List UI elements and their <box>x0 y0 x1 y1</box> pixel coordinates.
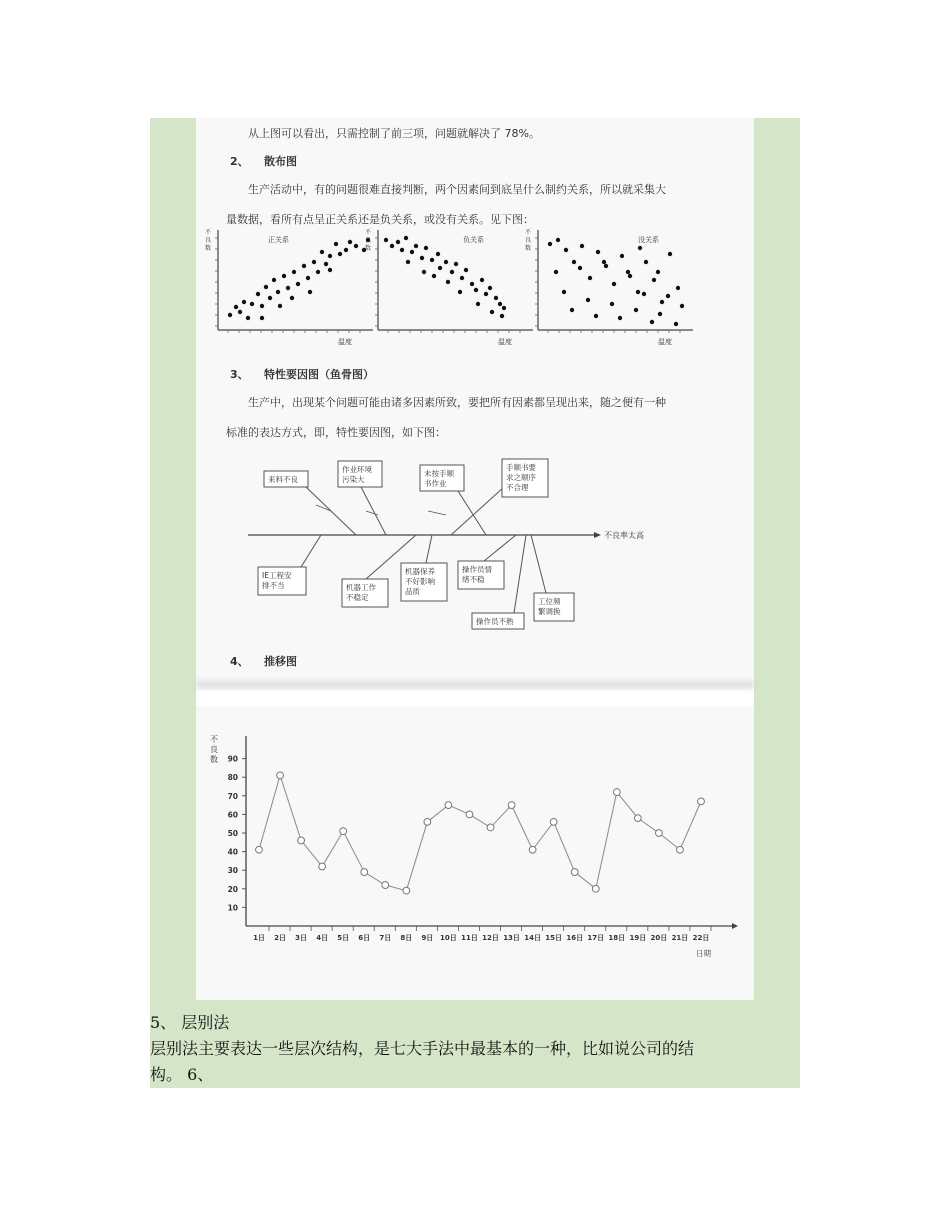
scatter-point <box>596 250 600 254</box>
scatter-point <box>438 266 442 270</box>
scatter-point <box>674 322 678 326</box>
run-x-arrow <box>732 923 738 929</box>
run-x-tick-label: 16日 <box>566 934 584 942</box>
scatter-point <box>238 310 242 314</box>
scatter-point <box>658 312 662 316</box>
section-2-paragraph-line-2: 量数据，看所有点呈正关系还是负关系，或没有关系。见下图： <box>226 213 534 226</box>
scatter-point <box>302 264 306 268</box>
scatter-point <box>476 302 480 306</box>
run-x-tick-label: 17日 <box>587 934 605 942</box>
scatter-point <box>680 304 684 308</box>
run-data-point <box>529 846 536 853</box>
run-x-tick-label: 14日 <box>524 934 541 942</box>
run-data-point <box>403 887 410 894</box>
scatter-panel-2 <box>365 228 533 346</box>
fishbone-cause-text: 书作业 <box>424 479 447 488</box>
scatter-point <box>458 290 462 294</box>
scatter-point <box>494 296 498 300</box>
section-4-number: 4、 <box>230 655 249 668</box>
scatter-point <box>470 282 474 286</box>
scatter-ylabel-char: 不 <box>365 229 372 236</box>
scatter-point <box>490 310 494 314</box>
fishbone-cause-text: 求之顺序 <box>506 473 536 482</box>
scatter-point <box>338 252 342 256</box>
fishbone-cause-text: 品质 <box>405 587 420 596</box>
run-xlabel: 日期 <box>696 949 711 958</box>
scatter-point <box>256 292 260 296</box>
scatter-panel-label: 没关系 <box>638 236 659 244</box>
scatter-point <box>260 316 264 320</box>
section-5-paragraph-line-2: 构。 6、 <box>150 1065 214 1084</box>
fishbone-bottom-cause <box>258 535 321 595</box>
scatter-point <box>432 274 436 278</box>
scatter-point <box>634 308 638 312</box>
scatter-point <box>306 276 310 280</box>
fishbone-bottom-cause <box>401 535 447 601</box>
scatter-point <box>618 316 622 320</box>
fishbone-cause-text: 排不当 <box>262 581 285 590</box>
scatter-point <box>666 294 670 298</box>
scatter-point <box>450 270 454 274</box>
scatter-point <box>480 278 484 282</box>
scatter-point <box>650 320 654 324</box>
scatter-point <box>276 290 280 294</box>
fishbone-cause-text: 不稳定 <box>346 593 369 602</box>
run-data-point <box>256 846 263 853</box>
scatter-point <box>344 248 348 252</box>
scatter-point <box>286 286 290 290</box>
run-y-tick-label: 10 <box>227 903 238 913</box>
fishbone-cause-text: 机器工作 <box>346 583 376 592</box>
run-ylabel-char: 不 <box>210 735 218 744</box>
run-x-tick-label: 3日 <box>295 934 308 942</box>
run-x-tick-label: 15日 <box>545 934 563 942</box>
scatter-point <box>260 304 264 308</box>
run-series-line <box>259 775 701 890</box>
run-y-tick-label: 30 <box>227 866 238 876</box>
scatter-ylabel-char: 良 <box>525 237 532 244</box>
scanned-image-2 <box>196 706 754 1000</box>
fishbone-bottom-cause <box>458 535 516 589</box>
scatter-point <box>644 260 648 264</box>
scatter-point <box>464 268 468 272</box>
fishbone-rib <box>316 505 331 511</box>
section-5-heading: 5、 层别法 <box>150 1013 230 1032</box>
run-x-tick-label: 2日 <box>274 934 286 942</box>
scatter-point <box>502 306 506 310</box>
run-x-tick-label: 11日 <box>461 934 478 942</box>
run-y-tick-label: 50 <box>227 829 238 838</box>
section-3-paragraph-line-1: 生产中，出现某个问题可能由诸多因素所致，要把所有因素都呈现出来，随之便有一种 <box>248 396 666 409</box>
fishbone-diagram <box>196 453 754 633</box>
scatter-point <box>564 248 568 252</box>
scatter-point <box>636 290 640 294</box>
scatter-point <box>400 248 404 252</box>
scatter-point <box>500 314 504 318</box>
scatter-point <box>348 240 352 244</box>
scatter-point <box>396 240 400 244</box>
fishbone-cause-text: 不好影响 <box>405 577 435 586</box>
scatter-point <box>580 244 584 248</box>
scatter-plots <box>196 222 754 352</box>
run-chart <box>196 706 754 1000</box>
scatter-point <box>668 252 672 256</box>
fishbone-cause-text: 机器保养 <box>405 567 435 576</box>
scatter-point <box>328 268 332 272</box>
scatter-point <box>424 246 428 250</box>
fishbone-bone <box>301 535 321 567</box>
scatter-point <box>612 282 616 286</box>
run-data-point <box>550 818 557 825</box>
scatter-point <box>628 274 632 278</box>
run-data-point <box>445 802 452 809</box>
scatter-point <box>604 264 608 268</box>
fishbone-cause-text: 未按手顺 <box>424 469 454 478</box>
scatter-point <box>320 250 324 254</box>
scatter-point <box>390 244 394 248</box>
scatter-point <box>250 302 254 306</box>
run-y-tick-label: 80 <box>227 773 238 783</box>
run-data-point <box>656 830 663 837</box>
scatter-point <box>430 258 434 262</box>
run-data-point <box>424 818 431 825</box>
run-data-point <box>466 811 473 818</box>
scatter-point <box>328 254 332 258</box>
run-ylabel-char: 良 <box>210 745 218 754</box>
scatter-ylabel-char: 数 <box>205 245 212 252</box>
scatter-point <box>588 276 592 280</box>
fishbone-top-cause <box>451 459 548 535</box>
section-2-paragraph-line-1: 生产活动中，有的问题很难直接判断，两个因素间到底呈什么制约关系，所以就采集大 <box>248 183 666 196</box>
fishbone-cause-text: 污染大 <box>342 475 365 484</box>
run-data-point <box>277 772 284 779</box>
scatter-panel-1 <box>205 228 373 346</box>
run-data-point <box>592 885 599 892</box>
fishbone-cause-text: IE工程安 <box>262 571 292 580</box>
scatter-point <box>638 246 642 250</box>
run-y-tick-label: 60 <box>227 810 238 820</box>
fishbone-rib <box>366 511 378 515</box>
scatter-point <box>474 288 478 292</box>
run-ylabel-char: 数 <box>210 755 218 764</box>
fishbone-bone <box>531 535 546 593</box>
scatter-point <box>676 286 680 290</box>
scatter-point <box>594 314 598 318</box>
scatter-point <box>484 292 488 296</box>
section-3-title: 特性要因图（鱼骨图） <box>264 368 374 381</box>
run-x-tick-label: 8日 <box>400 934 413 942</box>
run-x-tick-label: 7日 <box>379 934 392 942</box>
run-x-tick-label: 20日 <box>650 934 668 942</box>
scatter-point <box>414 244 418 248</box>
scatter-point <box>406 260 410 264</box>
scatter-point <box>242 300 246 304</box>
scatter-point <box>610 302 614 306</box>
fishbone-cause-text: 工位频 <box>538 597 561 606</box>
fishbone-cause-text: 操作员情 <box>462 565 492 574</box>
run-x-tick-label: 1日 <box>253 934 265 942</box>
run-data-point <box>634 815 641 822</box>
section-2-title: 散布图 <box>264 155 297 168</box>
scatter-ylabel-char: 数 <box>525 245 532 252</box>
scatter-point <box>410 250 414 254</box>
scatter-point <box>642 292 646 296</box>
scatter-ylabel-char: 不 <box>525 229 532 236</box>
scatter-point <box>272 278 276 282</box>
run-y-tick-label: 20 <box>227 884 238 894</box>
section-4-title: 推移图 <box>264 655 297 668</box>
run-x-tick-label: 5日 <box>337 934 350 942</box>
scatter-point <box>572 260 576 264</box>
fishbone-arrowhead <box>594 532 601 538</box>
scatter-point <box>264 285 268 289</box>
fishbone-cause-text: 繁调换 <box>538 607 561 616</box>
scatter-point <box>498 302 502 306</box>
scatter-point <box>652 278 656 282</box>
run-x-tick-label: 9日 <box>421 934 434 942</box>
scatter-point <box>556 238 560 242</box>
section-3-paragraph-line-2: 标准的表达方式，即，特性要因图，如下图： <box>226 426 446 439</box>
fishbone-cause-text: 不合理 <box>506 483 529 492</box>
scatter-point <box>316 270 320 274</box>
scatter-point <box>626 270 630 274</box>
scatter-point <box>548 242 552 246</box>
fishbone-bone <box>484 535 516 561</box>
scatter-point <box>312 260 316 264</box>
fishbone-cause-text: 绪不稳 <box>462 575 485 584</box>
scatter-point <box>290 296 294 300</box>
run-data-point <box>361 869 368 876</box>
scatter-point <box>422 270 426 274</box>
section-3-number: 3、 <box>230 368 249 381</box>
run-x-tick-label: 10日 <box>440 934 457 942</box>
scatter-point <box>334 242 338 246</box>
scatter-point <box>446 280 450 284</box>
scatter-point <box>354 244 358 248</box>
scatter-point <box>282 274 286 278</box>
scatter-point <box>554 270 558 274</box>
scatter-point <box>268 296 272 300</box>
scatter-xlabel: 温度 <box>658 338 672 346</box>
scatter-point <box>444 260 448 264</box>
pareto-conclusion-text: 从上图可以看出，只需控制了前三项，问题就解决了 78%。 <box>248 127 540 140</box>
scatter-point <box>454 262 458 266</box>
run-x-tick-label: 22日 <box>692 934 710 942</box>
scatter-panel-label: 负关系 <box>463 236 484 244</box>
run-data-point <box>508 802 515 809</box>
scatter-point <box>578 266 582 270</box>
scatter-ylabel-char: 不 <box>205 229 212 236</box>
scatter-point <box>488 286 492 290</box>
scatter-point <box>246 316 250 320</box>
fishbone-bone <box>458 491 486 535</box>
run-y-tick-label: 40 <box>227 847 238 857</box>
run-x-tick-label: 12日 <box>482 934 499 942</box>
scatter-ylabel-char: 良 <box>365 237 372 244</box>
fishbone-cause-text: 操作员不熟 <box>476 617 514 626</box>
run-x-tick-label: 19日 <box>629 934 647 942</box>
fishbone-bottom-cause <box>531 535 574 621</box>
section-2-number: 2、 <box>230 155 249 168</box>
fishbone-bone <box>451 487 504 535</box>
scatter-point <box>234 305 238 309</box>
run-data-point <box>571 869 578 876</box>
section-5-paragraph-line-1: 层别法主要表达一些层次结构，是七大手法中最基本的一种，比如说公司的结 <box>150 1039 695 1058</box>
scatter-xlabel: 温度 <box>338 338 352 346</box>
run-data-point <box>487 824 494 831</box>
scatter-point <box>570 308 574 312</box>
fishbone-top-cause <box>338 461 386 535</box>
scatter-point <box>308 290 312 294</box>
scatter-panel-3 <box>525 228 693 346</box>
fishbone-bone <box>426 535 432 563</box>
run-data-point <box>298 837 305 844</box>
scatter-point <box>404 236 408 240</box>
scatter-point <box>436 252 440 256</box>
run-data-point <box>677 846 684 853</box>
scatter-point <box>384 238 388 242</box>
fishbone-rib <box>428 511 446 515</box>
fishbone-cause-text: 作业环境 <box>342 465 372 474</box>
scatter-point <box>420 256 424 260</box>
scatter-point <box>296 282 300 286</box>
scatter-ylabel-char: 良 <box>205 237 212 244</box>
scatter-point <box>562 290 566 294</box>
fishbone-head-label: 不良率太高 <box>604 531 644 540</box>
run-data-point <box>340 828 347 835</box>
run-x-tick-label: 13日 <box>503 934 520 942</box>
scatter-point <box>228 313 232 317</box>
fishbone-bone <box>514 535 526 613</box>
run-y-tick-label: 70 <box>227 791 238 801</box>
fishbone-top-cause <box>420 465 486 535</box>
scatter-panel-label: 正关系 <box>268 236 289 244</box>
run-data-point <box>613 789 620 796</box>
run-data-point <box>382 882 389 889</box>
scatter-point <box>656 270 660 274</box>
scatter-point <box>324 262 328 266</box>
scatter-point <box>292 270 296 274</box>
scanned-image-1 <box>196 118 754 680</box>
scatter-xlabel: 温度 <box>498 338 512 346</box>
run-y-tick-label: 90 <box>227 754 238 764</box>
scatter-point <box>460 276 464 280</box>
fishbone-bone <box>361 487 386 535</box>
scatter-ylabel-char: 数 <box>365 245 372 252</box>
scatter-point <box>602 260 606 264</box>
scatter-point <box>278 304 282 308</box>
run-x-tick-label: 21日 <box>671 934 689 942</box>
scatter-point <box>660 300 664 304</box>
scatter-point <box>620 254 624 258</box>
run-x-tick-label: 4日 <box>316 934 329 942</box>
run-x-tick-label: 18日 <box>608 934 626 942</box>
scatter-point <box>586 298 590 302</box>
run-x-tick-label: 6日 <box>358 934 371 942</box>
scan-cut-divider <box>196 680 754 706</box>
run-data-point <box>698 798 705 805</box>
run-data-point <box>319 863 326 870</box>
fishbone-cause-text: 手顺书要 <box>506 463 536 472</box>
fishbone-cause-text: 来料不良 <box>268 475 298 484</box>
